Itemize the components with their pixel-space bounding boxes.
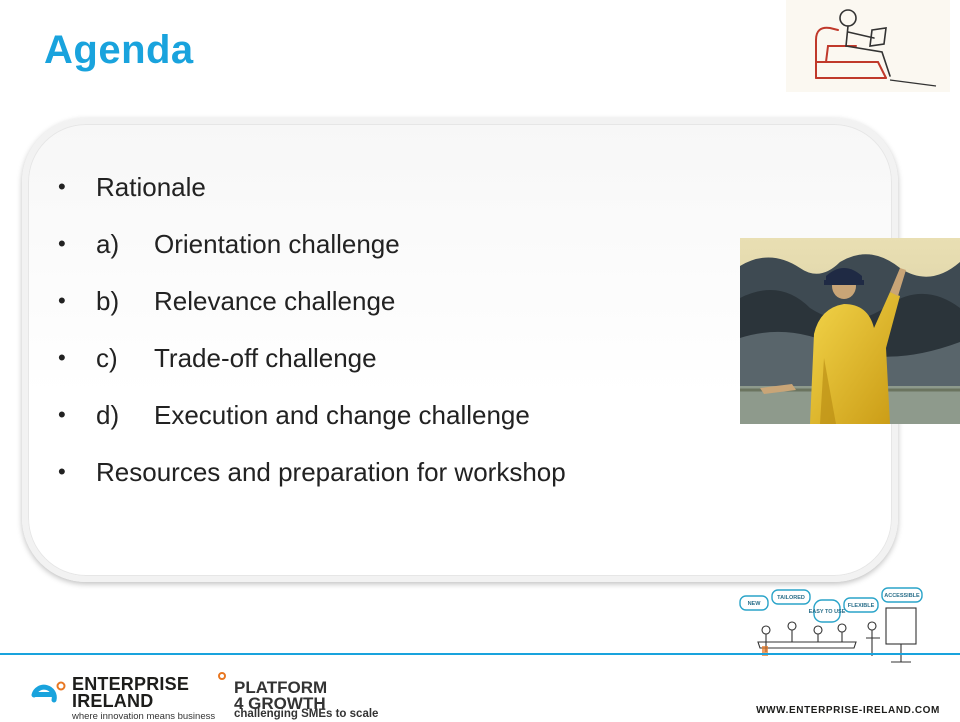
agenda-item-text: Relevance challenge <box>154 286 396 316</box>
agenda-list <box>58 168 566 510</box>
agenda-item <box>58 339 566 396</box>
bullet-icon: • <box>58 459 66 484</box>
agenda-item <box>58 453 566 510</box>
ei-name-line1: ENTERPRISE <box>72 674 190 694</box>
p4g-tagline: challenging SMEs to scale <box>234 708 379 720</box>
bubble-flexible: FLEXIBLE <box>847 603 875 609</box>
agenda-item-text: Execution and change challenge <box>154 400 530 430</box>
bubble-accessible: ACCESSIBLE <box>884 593 920 599</box>
agenda-item <box>58 396 566 453</box>
agenda-item <box>58 282 566 339</box>
agenda-item-marker: d) <box>96 400 120 430</box>
captain-painting-image <box>740 238 960 424</box>
bubble-easy-to-use: EASY TO USE <box>808 609 846 615</box>
reader-sketch-illustration <box>786 0 950 92</box>
agenda-item-text: Orientation challenge <box>154 229 400 259</box>
agenda-item-marker: c) <box>96 343 118 373</box>
bubble-new: NEW <box>747 601 761 607</box>
slide-title: Agenda <box>44 28 194 72</box>
bullet-icon: • <box>58 345 66 370</box>
footer-divider <box>0 653 960 655</box>
agenda-item <box>58 168 566 225</box>
bullet-icon: • <box>58 174 66 199</box>
enterprise-ireland-mark-icon <box>28 680 66 710</box>
agenda-item-text: Rationale <box>96 172 206 202</box>
agenda-item-text: Trade-off challenge <box>154 343 377 373</box>
website-url: WWW.ENTERPRISE-IRELAND.COM <box>756 705 940 716</box>
ei-name-line2: IRELAND <box>72 691 154 711</box>
agenda-item-marker: b) <box>96 286 120 316</box>
bubble-tailored: TAILORED <box>777 595 805 601</box>
ei-tagline: where innovation means business <box>72 711 216 722</box>
bullet-icon: • <box>58 402 66 427</box>
p4g-name-line2: 4 GROWTH <box>234 694 326 713</box>
agenda-item-marker: a) <box>96 229 120 259</box>
agenda-item <box>58 225 566 282</box>
p4g-name-line1: PLATFORM <box>234 678 328 697</box>
p4g-dot-icon <box>218 672 226 680</box>
workshop-sketch-illustration <box>736 586 926 668</box>
bullet-icon: • <box>58 231 66 256</box>
agenda-item-text: Resources and preparation for workshop <box>96 457 566 487</box>
bullet-icon: • <box>58 288 66 313</box>
